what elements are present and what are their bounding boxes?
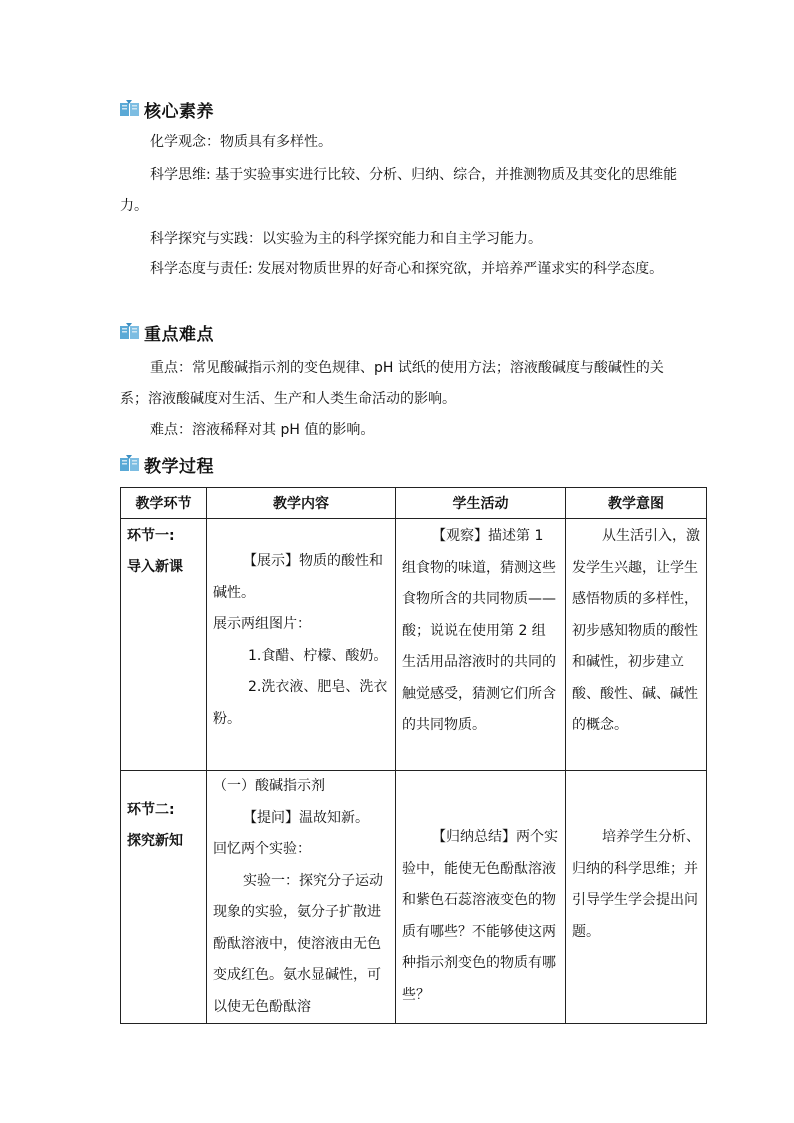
intent-cell: 从生活引入，激发学生兴趣，让学生感悟物质的多样性，初步感知物质的酸性和碱性，初步建立酸、酸性、碱、碱性的概念。 — [566, 519, 707, 771]
paragraph-key-points: 重点：常见酸碱指示剂的变色规律、pH 试纸的使用方法；溶液酸碱度与酸碱性的关系；溶液酸碱度对生活、生产和人类生命活动的影响。 — [120, 360, 664, 407]
book-icon — [120, 323, 140, 341]
section-title: 重点难点 — [144, 324, 214, 345]
intent-cell: 培养学生分析、归纳的科学思维；并引导学生学会提出问题。 — [566, 771, 707, 1024]
book-icon — [120, 100, 140, 118]
section-heading-key — [120, 320, 214, 344]
teaching-process-table — [120, 487, 707, 1024]
header-content: 教学内容 — [207, 488, 396, 519]
table-header-row — [121, 488, 707, 519]
section-title: 核心素养 — [144, 101, 214, 122]
content-cell: 【展示】物质的酸性和碱性。 展示两组图片： 1.食醋、柠檬、酸奶。 2.洗衣液、肥皂、洗衣粉。 — [207, 519, 396, 771]
table-row — [121, 771, 707, 1024]
section-title: 教学过程 — [144, 456, 214, 477]
section-heading-process — [120, 452, 214, 476]
content-cell: （一）酸碱指示剂 【提问】温故知新。 回忆两个实验： 实验一：探究分子运动现象的实验，氨分子扩散进酚酞溶液中，使溶液由无色变成红色。氨水显碱性，可以使无色酚酞溶 — [207, 771, 396, 1024]
table-row — [121, 519, 707, 771]
stage-cell: 环节一: 导入新课 — [121, 519, 207, 771]
header-stage: 教学环节 — [121, 488, 207, 519]
paragraph-difficulty: 难点：溶液稀释对其 pH 值的影响。 — [150, 422, 375, 438]
header-intent: 教学意图 — [566, 488, 707, 519]
header-activity: 学生活动 — [396, 488, 566, 519]
section-heading-core — [120, 97, 214, 121]
book-icon — [120, 455, 140, 473]
paragraph-chem-concept: 化学观念：物质具有多样性。 — [150, 134, 332, 150]
paragraph-sci-thinking: 科学思维: 基于实验事实进行比较、分析、归纳、综合，并推测物质及其变化的思维能力。 — [120, 167, 678, 214]
stage-cell: 环节二: 探究新知 — [121, 771, 207, 1024]
paragraph-sci-inquiry: 科学探究与实践：以实验为主的科学探究能力和自主学习能力。 — [150, 231, 542, 247]
activity-cell: 【归纳总结】两个实验中，能使无色酚酞溶液和紫色石蕊溶液变色的物质有哪些？不能够使这两种指示剂变色的物质有哪些？ — [396, 771, 566, 1024]
paragraph-sci-attitude: 科学态度与责任: 发展对物质世界的好奇心和探究欲，并培养严谨求实的科学态度。 — [150, 261, 664, 277]
activity-cell: 【观察】描述第 1 组食物的味道，猜测这些食物所含的共同物质——酸；说说在使用第 2 组生活用品溶液时的共同的触觉感受，猜测它们所含的共同物质。 — [396, 519, 566, 771]
